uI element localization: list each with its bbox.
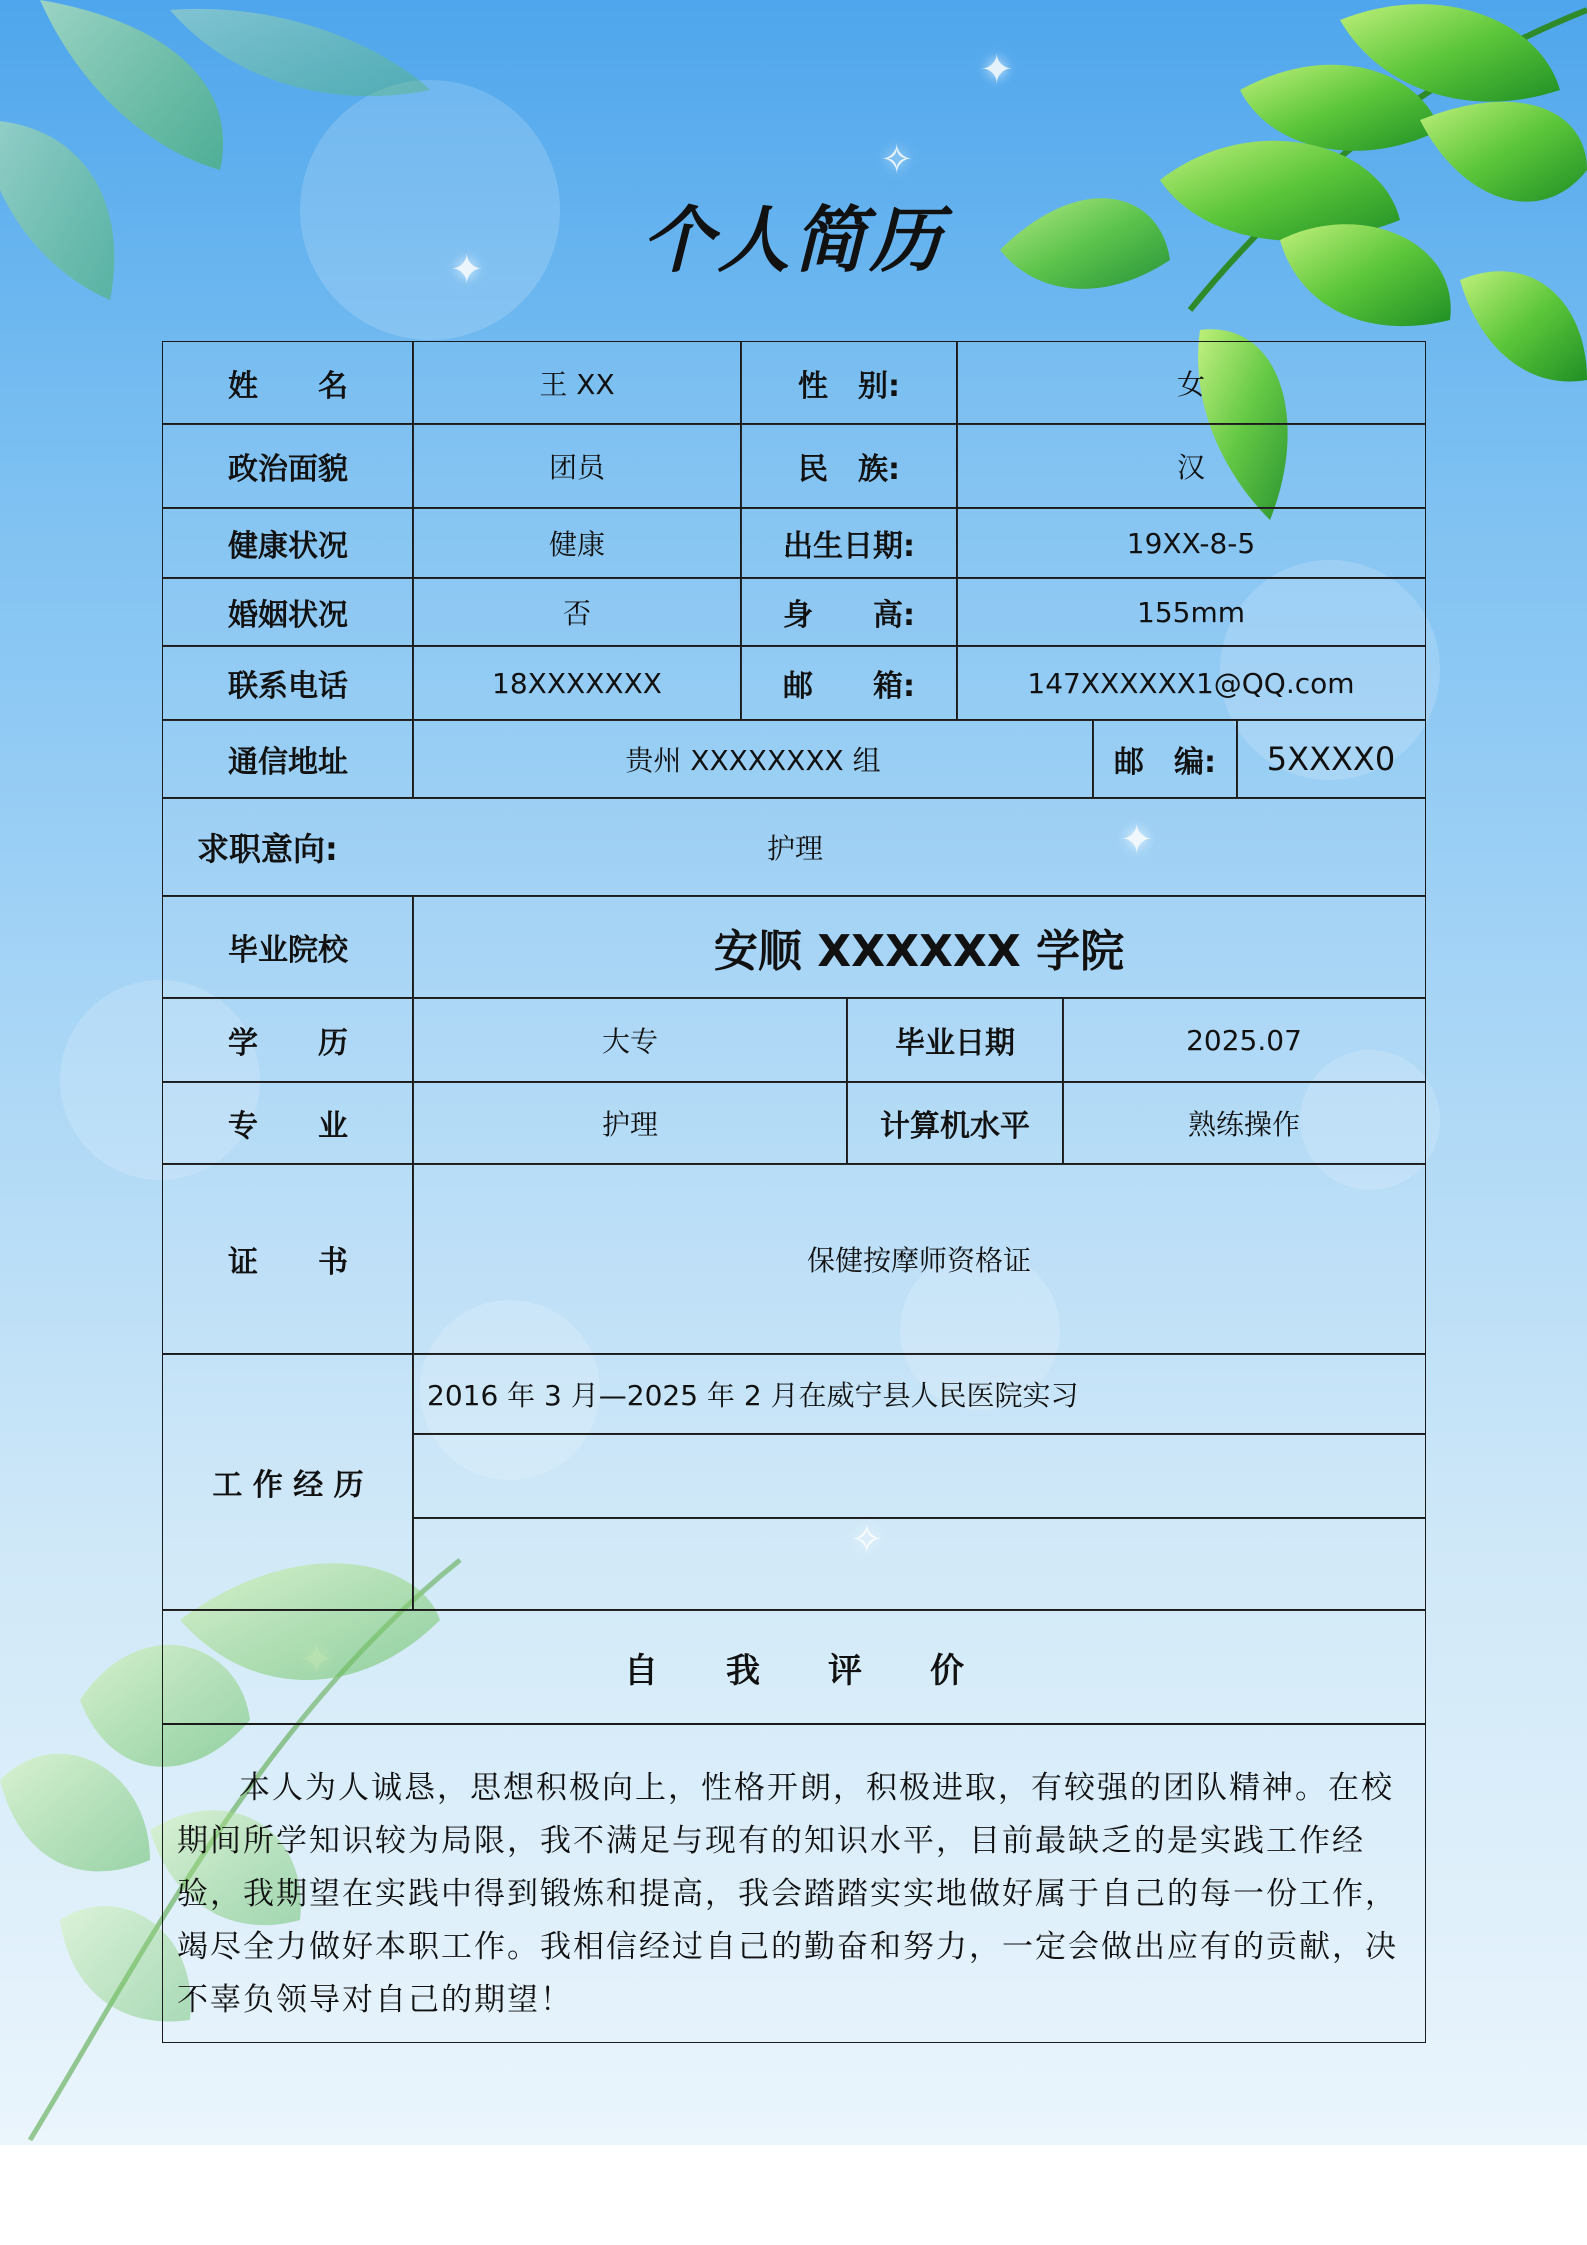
sparkle-icon: ✦	[1120, 817, 1154, 863]
degree-label: 学 历	[162, 997, 414, 1083]
political-label: 政治面貌	[162, 423, 414, 509]
gender-label: 性 别:	[740, 341, 958, 425]
work-row	[412, 1517, 1426, 1611]
computer-value: 熟练操作	[1062, 1081, 1426, 1165]
marital-label: 婚姻状况	[162, 577, 414, 647]
height-label: 身 高:	[740, 577, 958, 647]
sparkle-icon: ✧	[850, 1517, 884, 1563]
job-intent-row	[162, 797, 1426, 897]
birth-label: 出生日期:	[740, 507, 958, 579]
computer-label: 计算机水平	[846, 1081, 1064, 1165]
name-value: 王 XX	[412, 341, 742, 425]
ethnic-value: 汉	[956, 423, 1426, 509]
phone-value: 18XXXXXXX	[412, 645, 742, 721]
work-row	[412, 1433, 1426, 1519]
self-eval-text: 本人为人诚恳，思想积极向上，性格开朗，积极进取，有较强的团队精神。在校期间所学知识较为局限，我不满足与现有的知识水平，目前最缺乏的是实践工作经验，我期望在实践中得到锻炼和提高，我会踏踏实实地做好属于自己的每一份工作，竭尽全力做好本职工作。我相信经过自己的勤奋和努力，一定会做出应有的贡献，决不辜负领导对自己的期望！	[162, 1723, 1426, 2043]
work-row: 2016 年 3 月—2025 年 2 月在威宁县人民医院实习	[412, 1353, 1426, 1435]
height-value: 155mm	[956, 577, 1426, 647]
postcode-label: 邮 编:	[1092, 719, 1238, 799]
name-label: 姓 名	[162, 341, 414, 425]
political-value: 团员	[412, 423, 742, 509]
address-value: 贵州 XXXXXXXX 组	[412, 719, 1094, 799]
work-label: 工 作 经 历	[162, 1353, 414, 1611]
resume-title: 个人简历	[641, 198, 946, 282]
phone-label: 联系电话	[162, 645, 414, 721]
sparkle-icon: ✦	[980, 47, 1014, 93]
grad-date-value: 2025.07	[1062, 997, 1426, 1083]
school-value: 安顺 XXXXXX 学院	[412, 895, 1426, 999]
health-label: 健康状况	[162, 507, 414, 579]
school-label: 毕业院校	[162, 895, 414, 999]
postcode-value: 5XXXX0	[1236, 719, 1426, 799]
gender-value: 女	[956, 341, 1426, 425]
job-intent-value: 护理	[766, 832, 823, 865]
major-value: 护理	[412, 1081, 848, 1165]
major-label: 专 业	[162, 1081, 414, 1165]
marital-value: 否	[412, 577, 742, 647]
ethnic-label: 民 族:	[740, 423, 958, 509]
birth-value: 19XX-8-5	[956, 507, 1426, 579]
grad-date-label: 毕业日期	[846, 997, 1064, 1083]
certificate-value: 保健按摩师资格证	[412, 1163, 1426, 1355]
certificate-label: 证 书	[162, 1163, 414, 1355]
degree-value: 大专	[412, 997, 848, 1083]
job-intent-label: 求职意向:	[197, 830, 338, 868]
sparkle-icon: ✧	[880, 137, 914, 183]
email-value: 147XXXXXX1@QQ.com	[956, 645, 1426, 721]
email-label: 邮 箱:	[740, 645, 958, 721]
sparkle-icon: ✦	[450, 247, 484, 293]
address-label: 通信地址	[162, 719, 414, 799]
health-value: 健康	[412, 507, 742, 579]
self-eval-heading: 自 我 评 价	[162, 1609, 1426, 1725]
